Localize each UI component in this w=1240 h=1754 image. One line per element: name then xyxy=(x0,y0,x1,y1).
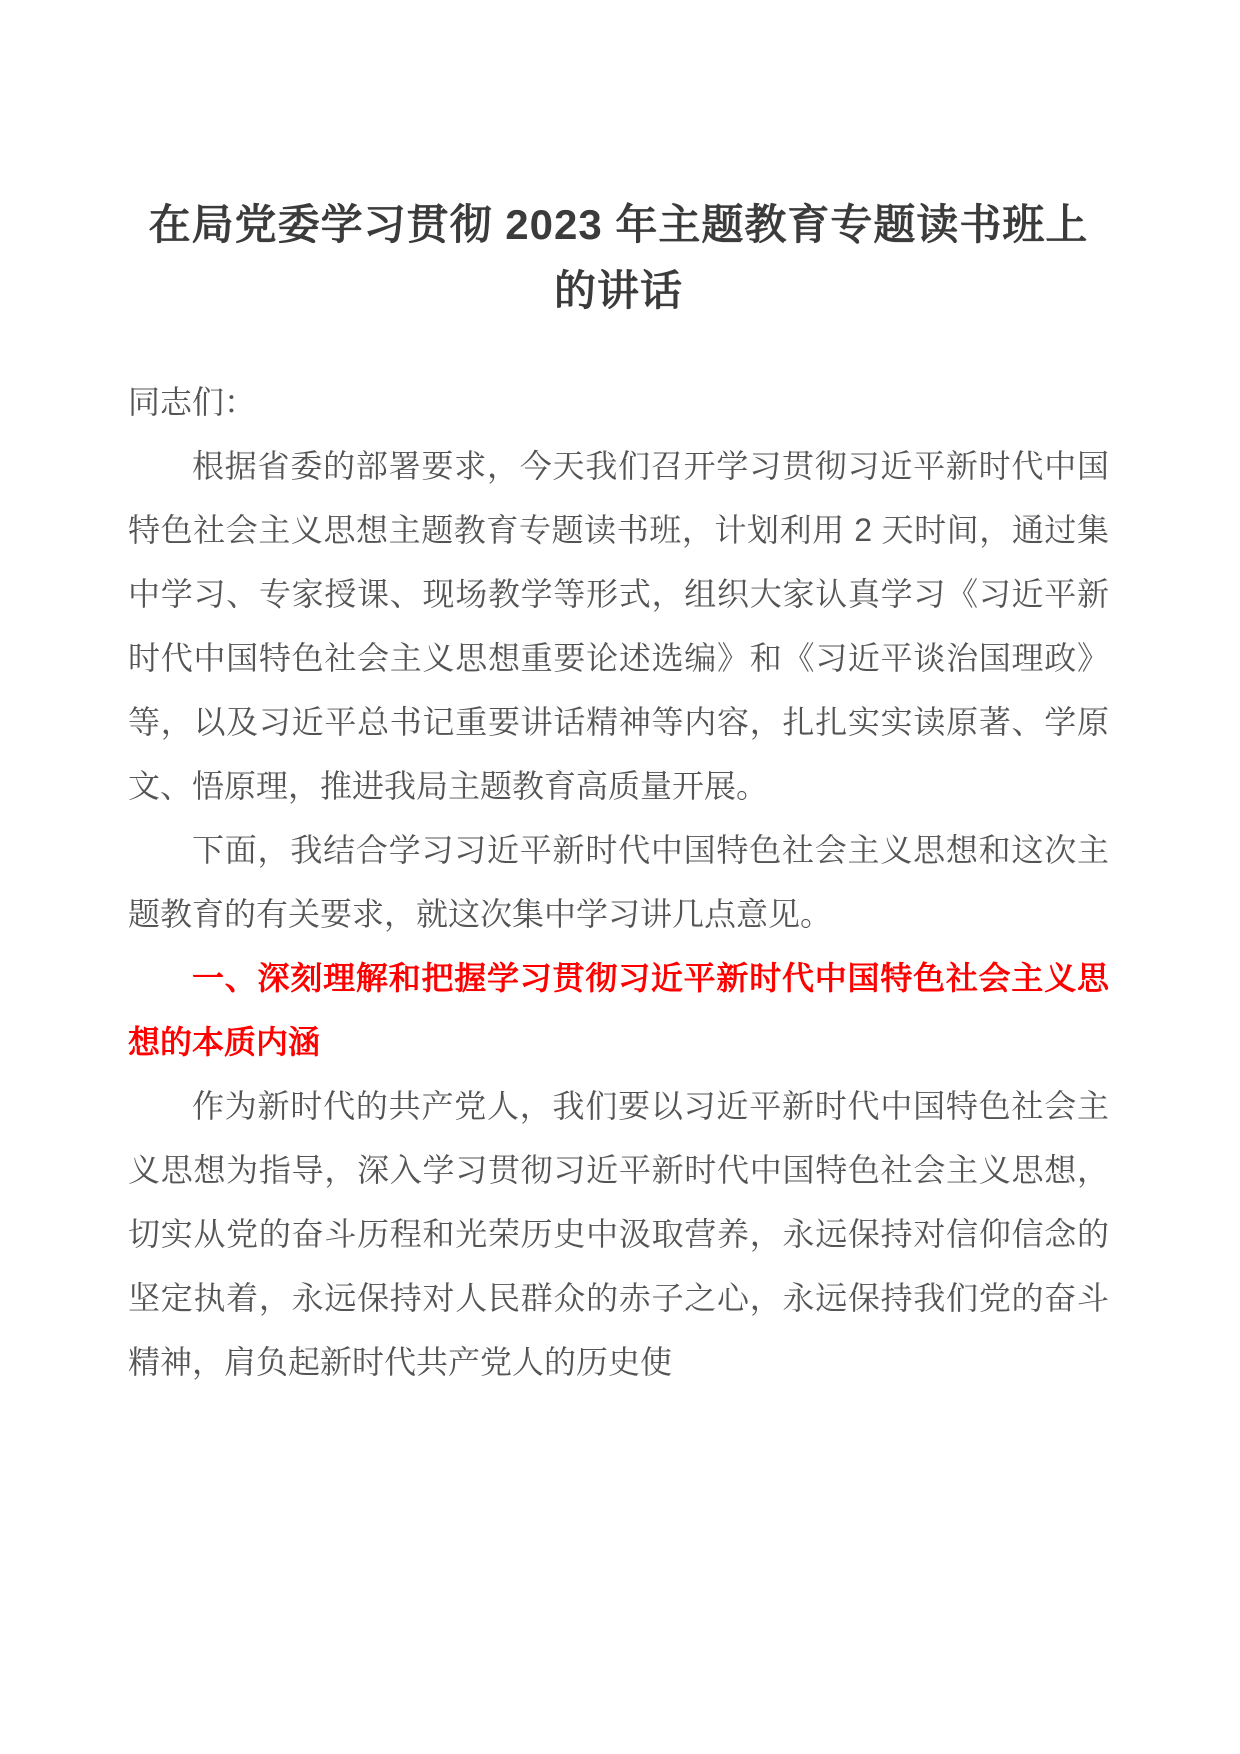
section-heading: 一、深刻理解和把握学习贯彻习近平新时代中国特色社会主义思想的本质内涵 xyxy=(128,960,1109,1060)
paragraph: 根据省委的部署要求，今天我们召开学习贯彻习近平新时代中国特色社会主义思想主题教育专题读书班，计划利用 2 天时间，通过集中学习、专家授课、现场教学等形式，组织大家认真学习《习近平新时代中国特色社会主义思想重要论述选编》和《习近平谈治国理政》等，以及习近平总书记重要讲话精神等内容，扎扎实实读原著、学原文、悟原理，推进我局主题教育高质量开展。 xyxy=(128,448,1109,804)
paragraph: 同志们： xyxy=(128,384,257,420)
document-body xyxy=(128,370,1109,1394)
paragraph: 作为新时代的共产党人，我们要以习近平新时代中国特色社会主义思想为指导，深入学习贯彻习近平新时代中国特色社会主义思想，切实从党的奋斗历程和光荣历史中汲取营养，永远保持对信仰信念的坚定执着，永远保持对人民群众的赤子之心，永远保持我们党的奋斗精神，肩负起新时代共产党人的历史使 xyxy=(128,1088,1109,1380)
document-title: 在局党委学习贯彻 2023 年主题教育专题读书班上的讲话 xyxy=(148,201,1089,314)
paragraph: 下面，我结合学习习近平新时代中国特色社会主义思想和这次主题教育的有关要求，就这次集中学习讲几点意见。 xyxy=(128,832,1109,932)
